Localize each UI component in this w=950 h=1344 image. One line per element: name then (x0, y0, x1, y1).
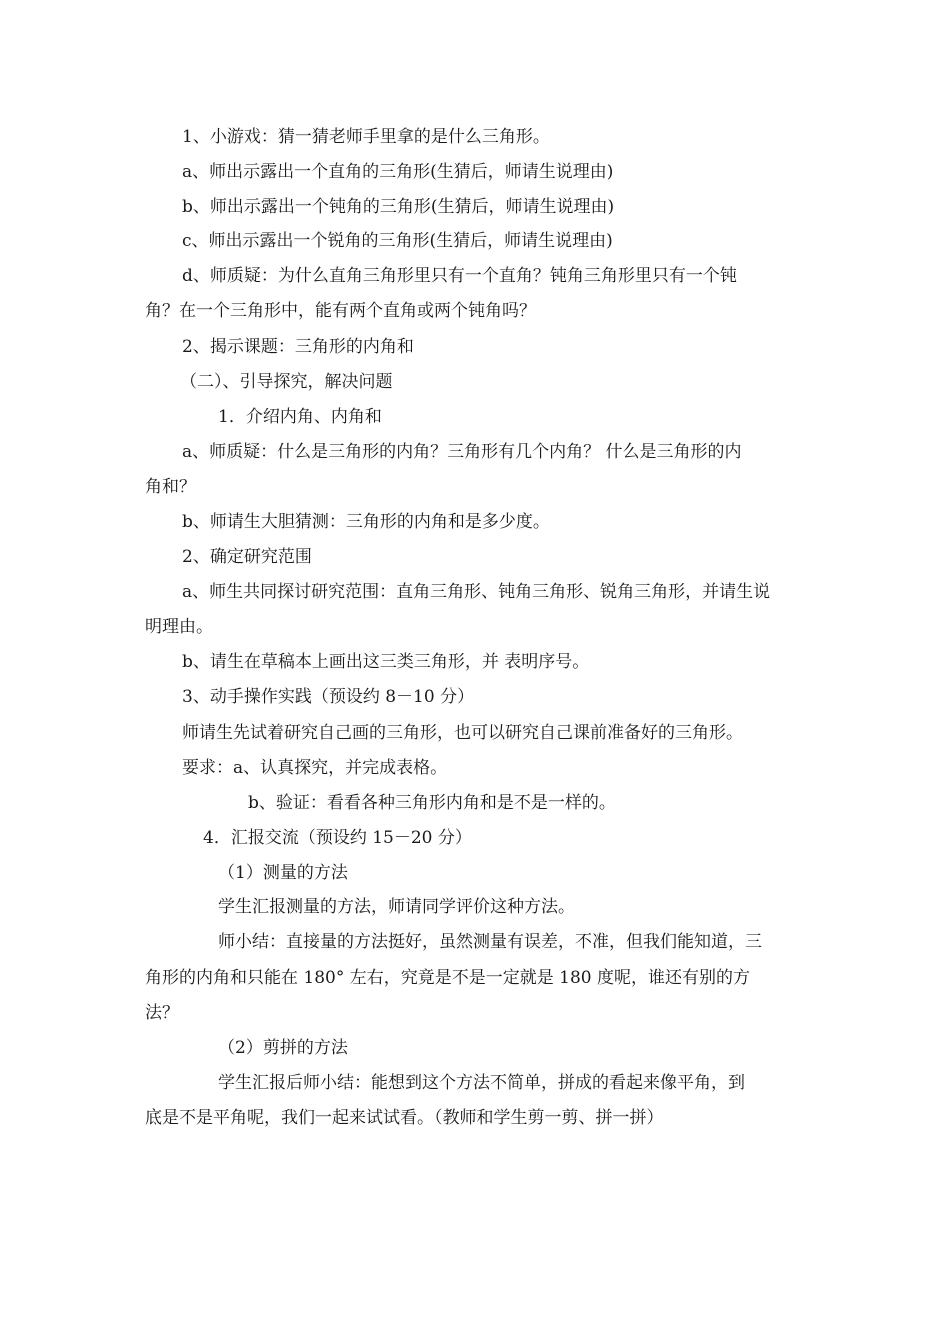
text-line: （1）测量的方法 (218, 863, 348, 883)
text-line: b、师出示露出一个钝角的三角形(生猜后，师请生说理由) (182, 197, 615, 217)
section-heading: （二）、引导探究，解决问题 (180, 372, 393, 392)
text-line: a、师生共同探讨研究范围：直角三角形、钝角三角形、锐角三角形，并请生说 (182, 582, 771, 602)
text-line: a、师出示露出一个直角的三角形(生猜后，师请生说理由) (182, 162, 614, 182)
text-line: 师请生先试着研究自己画的三角形，也可以研究自己课前准备好的三角形。 (182, 723, 743, 743)
text-line: 2、揭示课题：三角形的内角和 (182, 337, 414, 357)
text-line: b、师请生大胆猜测：三角形的内角和是多少度。 (182, 512, 550, 532)
text-line: c、师出示露出一个锐角的三角形(生猜后，师请生说理由) (182, 231, 613, 251)
text-line: 1、小游戏：猜一猜老师手里拿的是什么三角形。 (182, 127, 550, 147)
text-line: d、师质疑：为什么直角三角形里只有一个直角？钝角三角形里只有一个钝 (182, 266, 737, 286)
subsection-heading: 1．介绍内角、内角和 (218, 407, 382, 427)
text-line: a、师质疑：什么是三角形的内角？三角形有几个内角？ 什么是三角形的内 (182, 442, 742, 462)
text-line: 角？在一个三角形中，能有两个直角或两个钝角吗？ (145, 301, 536, 321)
text-line: 底是不是平角呢，我们一起来试试看。（教师和学生剪一剪、拼一拼） (145, 1108, 664, 1128)
text-line: 学生汇报后师小结：能想到这个方法不简单，拼成的看起来像平角，到 (218, 1073, 745, 1093)
subsection-heading: 4．汇报交流（预设约 15－20 分） (203, 828, 472, 848)
text-line: 要求：a、认真探究，并完成表格。 (182, 758, 448, 778)
text-line: 学生汇报测量的方法，师请同学评价这种方法。 (218, 897, 575, 917)
text-line: 法？ (145, 1003, 179, 1023)
text-line: b、请生在草稿本上画出这三类三角形，并 表明序号。 (182, 652, 590, 672)
text-line: 角形的内角和只能在 180° 左右，究竟是不是一定就是 180 度呢，谁还有别的方 (145, 968, 751, 988)
text-line: 师小结：直接量的方法挺好，虽然测量有误差，不准，但我们能知道，三 (218, 932, 762, 952)
text-line: （2）剪拼的方法 (218, 1038, 348, 1058)
text-line: 3、动手操作实践（预设约 8－10 分） (182, 687, 475, 707)
text-line: 2、确定研究范围 (182, 547, 312, 567)
text-line: b、验证：看看各种三角形内角和是不是一样的。 (248, 793, 616, 813)
text-line: 明理由。 (145, 617, 213, 637)
text-line: 角和？ (145, 477, 196, 497)
